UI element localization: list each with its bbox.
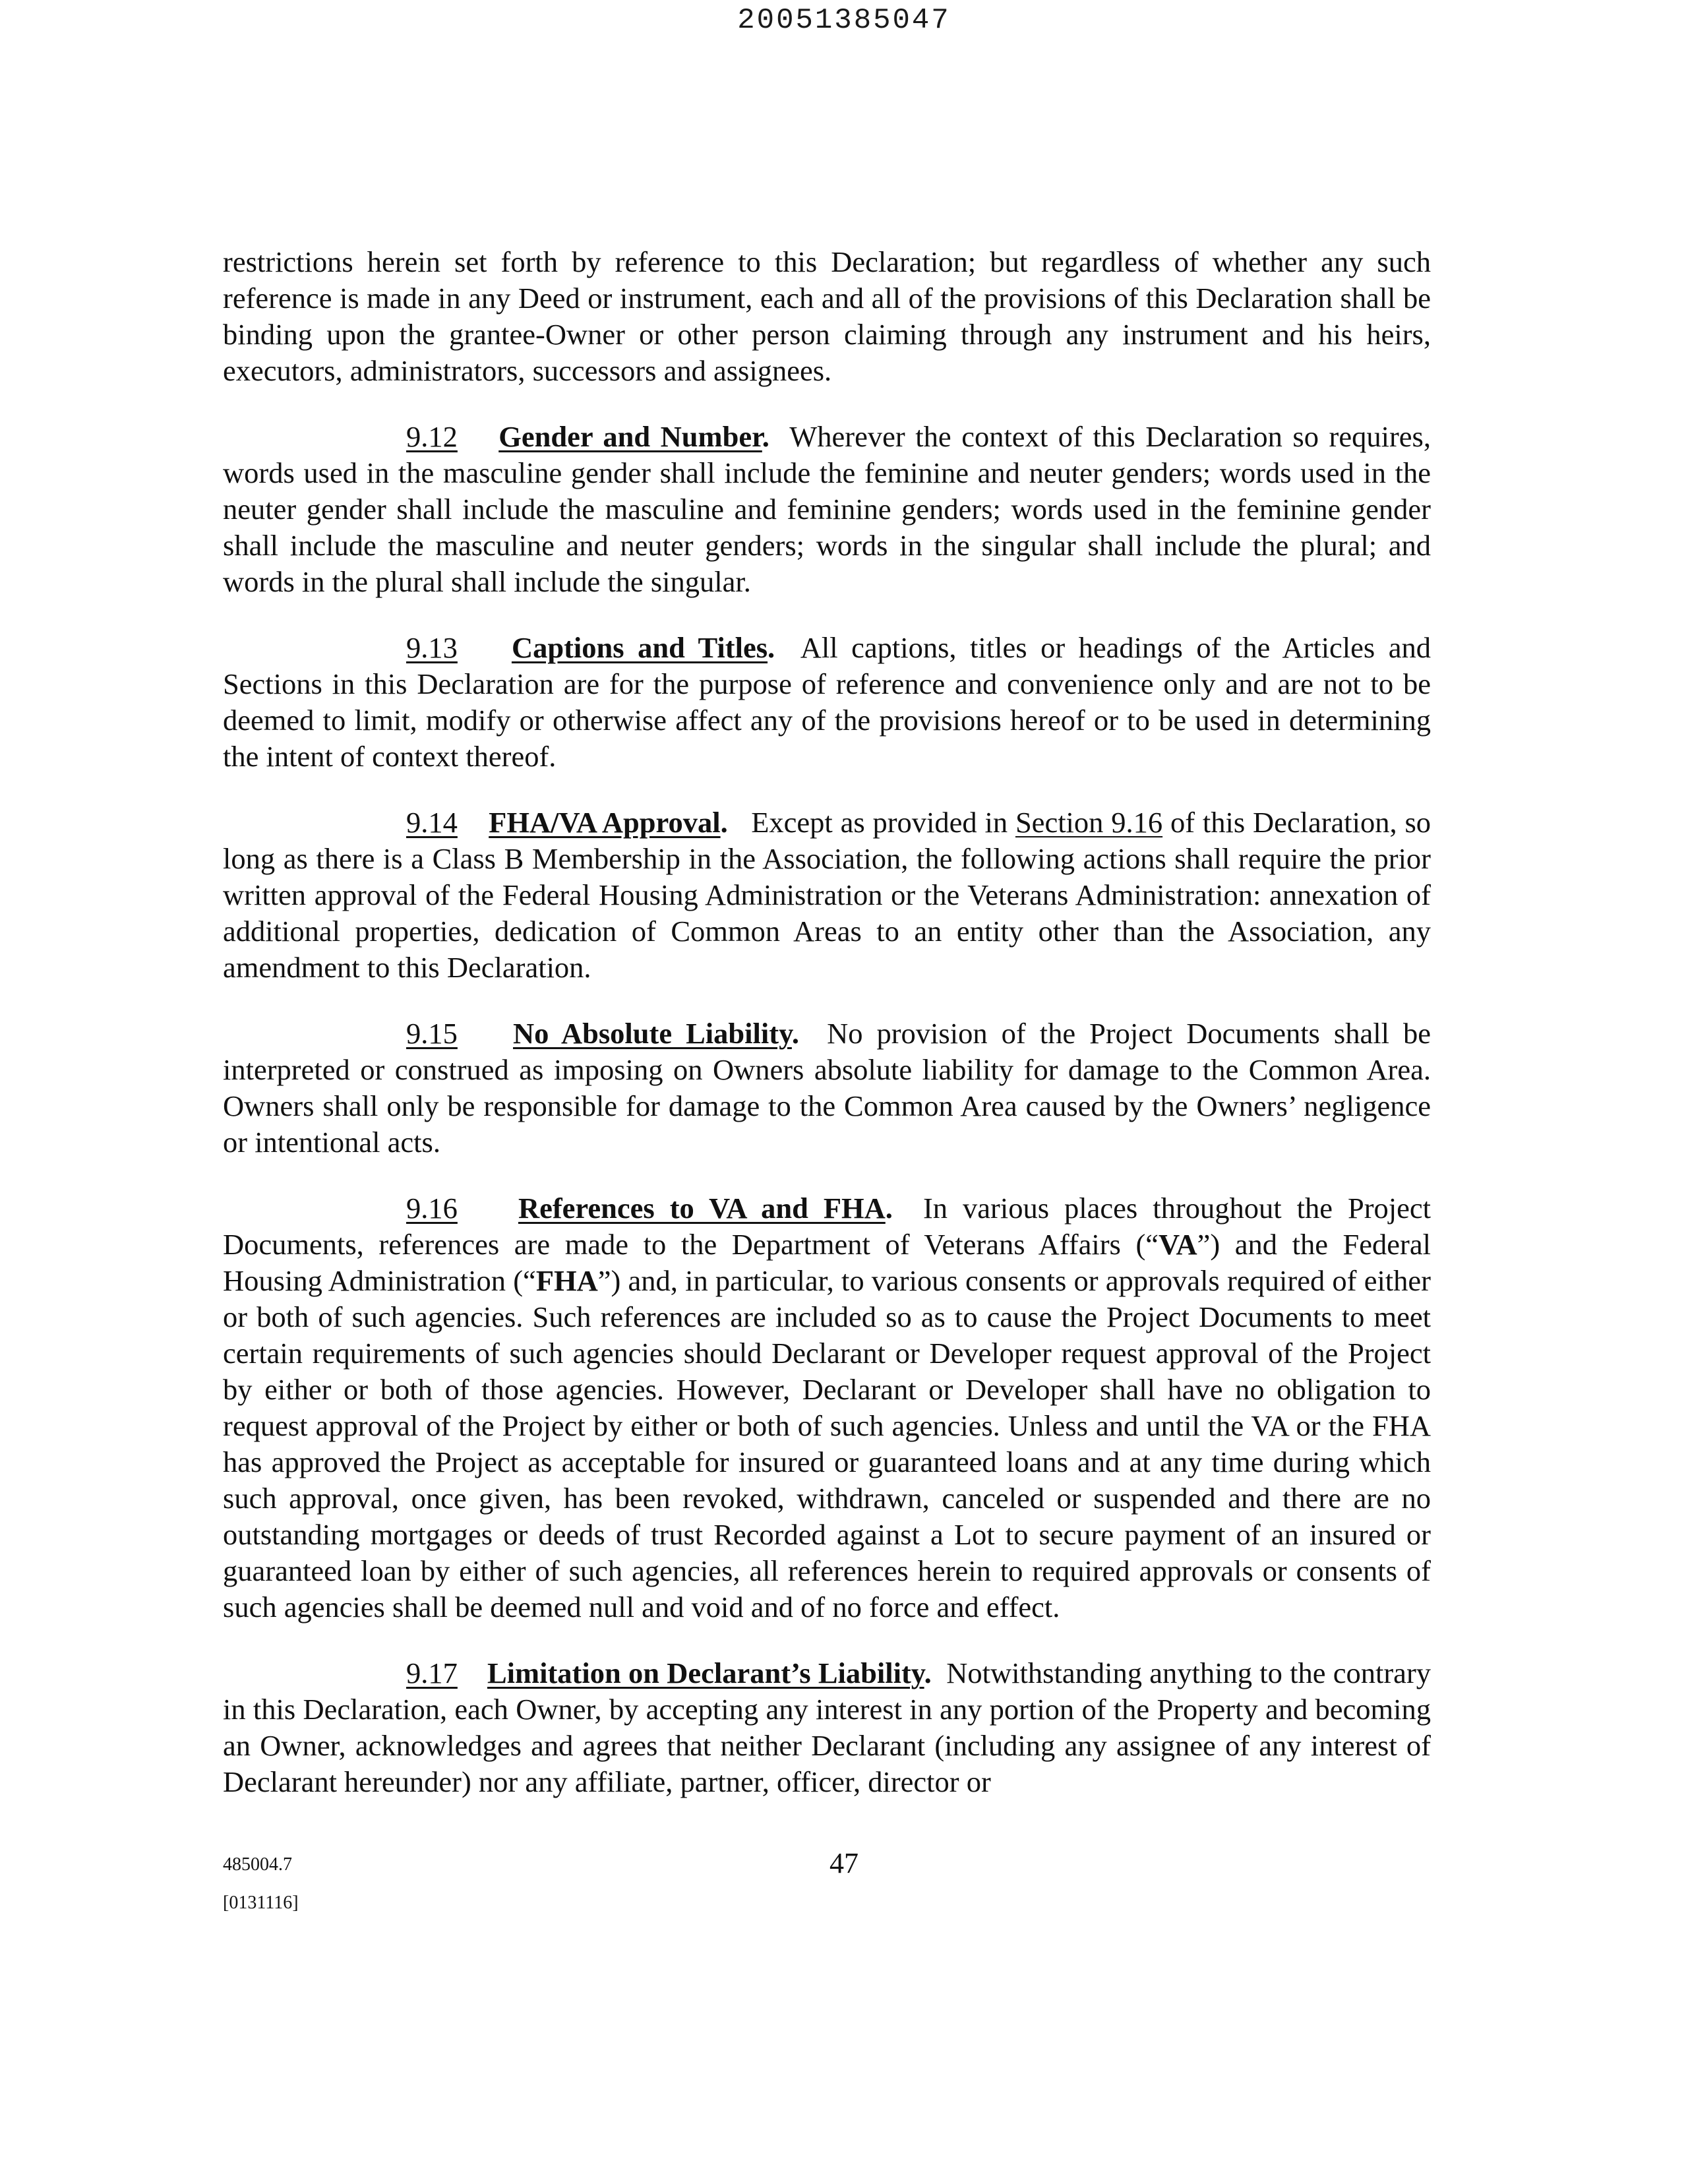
section-text-part-a: In various places throughout the Project Documents, references are made to the Department of Veterans Affairs (“ xyxy=(223,1192,1432,1261)
section-9-15: 9.15 No Absolute Liability. No provision of the Project Documents shall be interpreted or construed as imposing on Owners absolute liability for damage to the Common Area. Owners shall only be responsible for damage to the Common Area caused by the Owners’ negligence or intentional acts. xyxy=(223,1017,1431,1159)
section-text-after-reference: of this Declaration, so long as there is a Class B Membership in the Association, the following actions shall require the prior written approval of the Federal Housing Administration or the Veterans Administration: annexation of additional properties, dedication of Common Areas to an entity other than the Association, any amendment to this Declaration. xyxy=(223,806,1432,984)
section-9-12: 9.12 Gender and Number. Wherever the context of this Declaration so requires, words used in the masculine gender shall include the feminine and neuter genders; words used in the neuter gender shall include the masculine and feminine genders; words used in the feminine gender shall include the masculine and neuter genders; words in the singular shall include the plural; and words in the plural shall include the singular. xyxy=(223,420,1432,598)
section-title: Captions and Titles xyxy=(511,631,768,664)
section-title: Gender and Number xyxy=(498,420,762,453)
section-number: 9.14 xyxy=(406,806,458,839)
section-number: 9.16 xyxy=(406,1192,458,1225)
section-number: 9.13 xyxy=(406,631,458,664)
section-9-17: 9.17 Limitation on Declarant’s Liability. Notwithstanding anything to the contrary in this Declaration, each Owner, by accepting any interest in any portion of the Property and becoming an Owner, acknowledges and agrees that neither Declarant (including any assignee of any interest of Declarant hereunder) nor any affiliate, partner, officer, director or xyxy=(223,1656,1432,1798)
section-cross-reference: Section 9.16 xyxy=(1015,806,1163,839)
section-text-part-b: ”) and the Federal Housing Administration (“ xyxy=(223,1228,1431,1297)
document-body xyxy=(223,244,1431,1800)
section-9-13: 9.13 Captions and Titles. All captions, titles or headings of the Articles and Sections in this Declaration are for the purpose of reference and convenience only and are not to be deemed to limit, modify or otherwise affect any of the provisions hereof or to be used in determining the intent of context thereof. xyxy=(223,631,1432,773)
section-text-part-c: ”) and, in particular, to various consents or approvals required of either or both of such agencies. Such references are included so as to cause the Project Documents to meet certain requirements of such agencies should Declarant or Developer request approval of the Project by either or both of those agencies. However, Declarant or Developer shall have no obligation to request approval of the Project by either or both of such agencies. Unless and until the VA or the FHA has approved the Project as acceptable for insured or guaranteed loans and at any time during which such approval, once given, has been revoked, withdrawn, canceled or suspended and there are no outstanding mortgages or deeds of trust Recorded against a Lot to secure payment of an insured or guaranteed loan by either of such agencies, all references herein to required approvals or consents of such agencies shall be deemed null and void and of no force and effect. xyxy=(223,1264,1431,1623)
section-text: Notwithstanding anything to the contrary in this Declaration, each Owner, by accepting any interest in any portion of the Property and becoming an Owner, acknowledges and agrees that neither Declarant (including any assignee of any interest of Declarant hereunder) nor any affiliate, partner, officer, director or xyxy=(223,1656,1432,1798)
section-9-16: 9.16 References to VA and FHA. In various places throughout the Project Documents, references are made to the Department of Veterans Affairs (“VA”) and the Federal Housing Administration (“FHA”) and, in particular, to various consents or approvals required of either or both of such agencies. Such references are included so as to cause the Project Documents to meet certain requirements of such agencies should Declarant or Developer request approval of the Project by either or both of those agencies. However, Declarant or Developer shall have no obligation to request approval of the Project by either or both of such agencies. Unless and until the VA or the FHA has approved the Project as acceptable for insured or guaranteed loans and at any time during which such approval, once given, has been revoked, withdrawn, canceled or suspended and there are no outstanding mortgages or deeds of trust Recorded against a Lot to secure payment of an insured or guaranteed loan by either of such agencies, all references herein to required approvals or consents of such agencies shall be deemed null and void and of no force and effect. xyxy=(223,1192,1432,1623)
section-title: No Absolute Liability xyxy=(513,1017,792,1050)
footer-file-code: [0131116] xyxy=(223,1893,299,1913)
section-text: No provision of the Project Documents shall be interpreted or construed as imposing on Owners absolute liability for damage to the Common Area. Owners shall only be responsible for damage to the Common Area caused by the Owners’ negligence or intentional acts. xyxy=(223,1017,1431,1159)
defined-term-fha: FHA xyxy=(535,1264,598,1297)
section-title: FHA/VA Approval xyxy=(489,806,721,839)
section-text-before-reference: Except as provided in xyxy=(751,806,1008,839)
document-number: 20051385047 xyxy=(737,4,951,37)
footer-doc-id: 485004.7 xyxy=(223,1854,292,1875)
section-number: 9.12 xyxy=(406,420,458,453)
intro-paragraph: restrictions herein set forth by reference to this Declaration; but regardless of whether any such reference is made in any Deed or instrument, each and all of the provisions of this Declaration shall be binding upon the grantee-Owner or other person claiming through any instrument and his heirs, executors, administrators, successors and assignees. xyxy=(223,245,1431,387)
section-text: All captions, titles or headings of the Articles and Sections in this Declaration are for the purpose of reference and convenience only and are not to be deemed to limit, modify or otherwise affect any of the provisions hereof or to be used in determining the intent of context thereof. xyxy=(223,631,1432,773)
defined-term-va: VA xyxy=(1159,1228,1197,1261)
page-number: 47 xyxy=(829,1847,859,1879)
section-number: 9.15 xyxy=(406,1017,458,1050)
section-9-14: 9.14 FHA/VA Approval. Except as provided in Section 9.16 of this Declaration, so long as there is a Class B Membership in the Association, the following actions shall require the prior written approval of the Federal Housing Administration or the Veterans Administration: annexation of additional properties, dedication of Common Areas to an entity other than the Association, any amendment to this Declaration. xyxy=(223,806,1432,984)
section-title: Limitation on Declarant’s Liability xyxy=(487,1656,924,1689)
section-title: References to VA and FHA xyxy=(518,1192,886,1225)
section-number: 9.17 xyxy=(406,1656,458,1689)
section-text: Wherever the context of this Declaration so requires, words used in the masculine gender shall include the feminine and neuter genders; words used in the neuter gender shall include the masculine and feminine genders; words used in the feminine gender shall include the masculine and neuter genders; words in the singular shall include the plural; and words in the plural shall include the singular. xyxy=(223,420,1432,598)
